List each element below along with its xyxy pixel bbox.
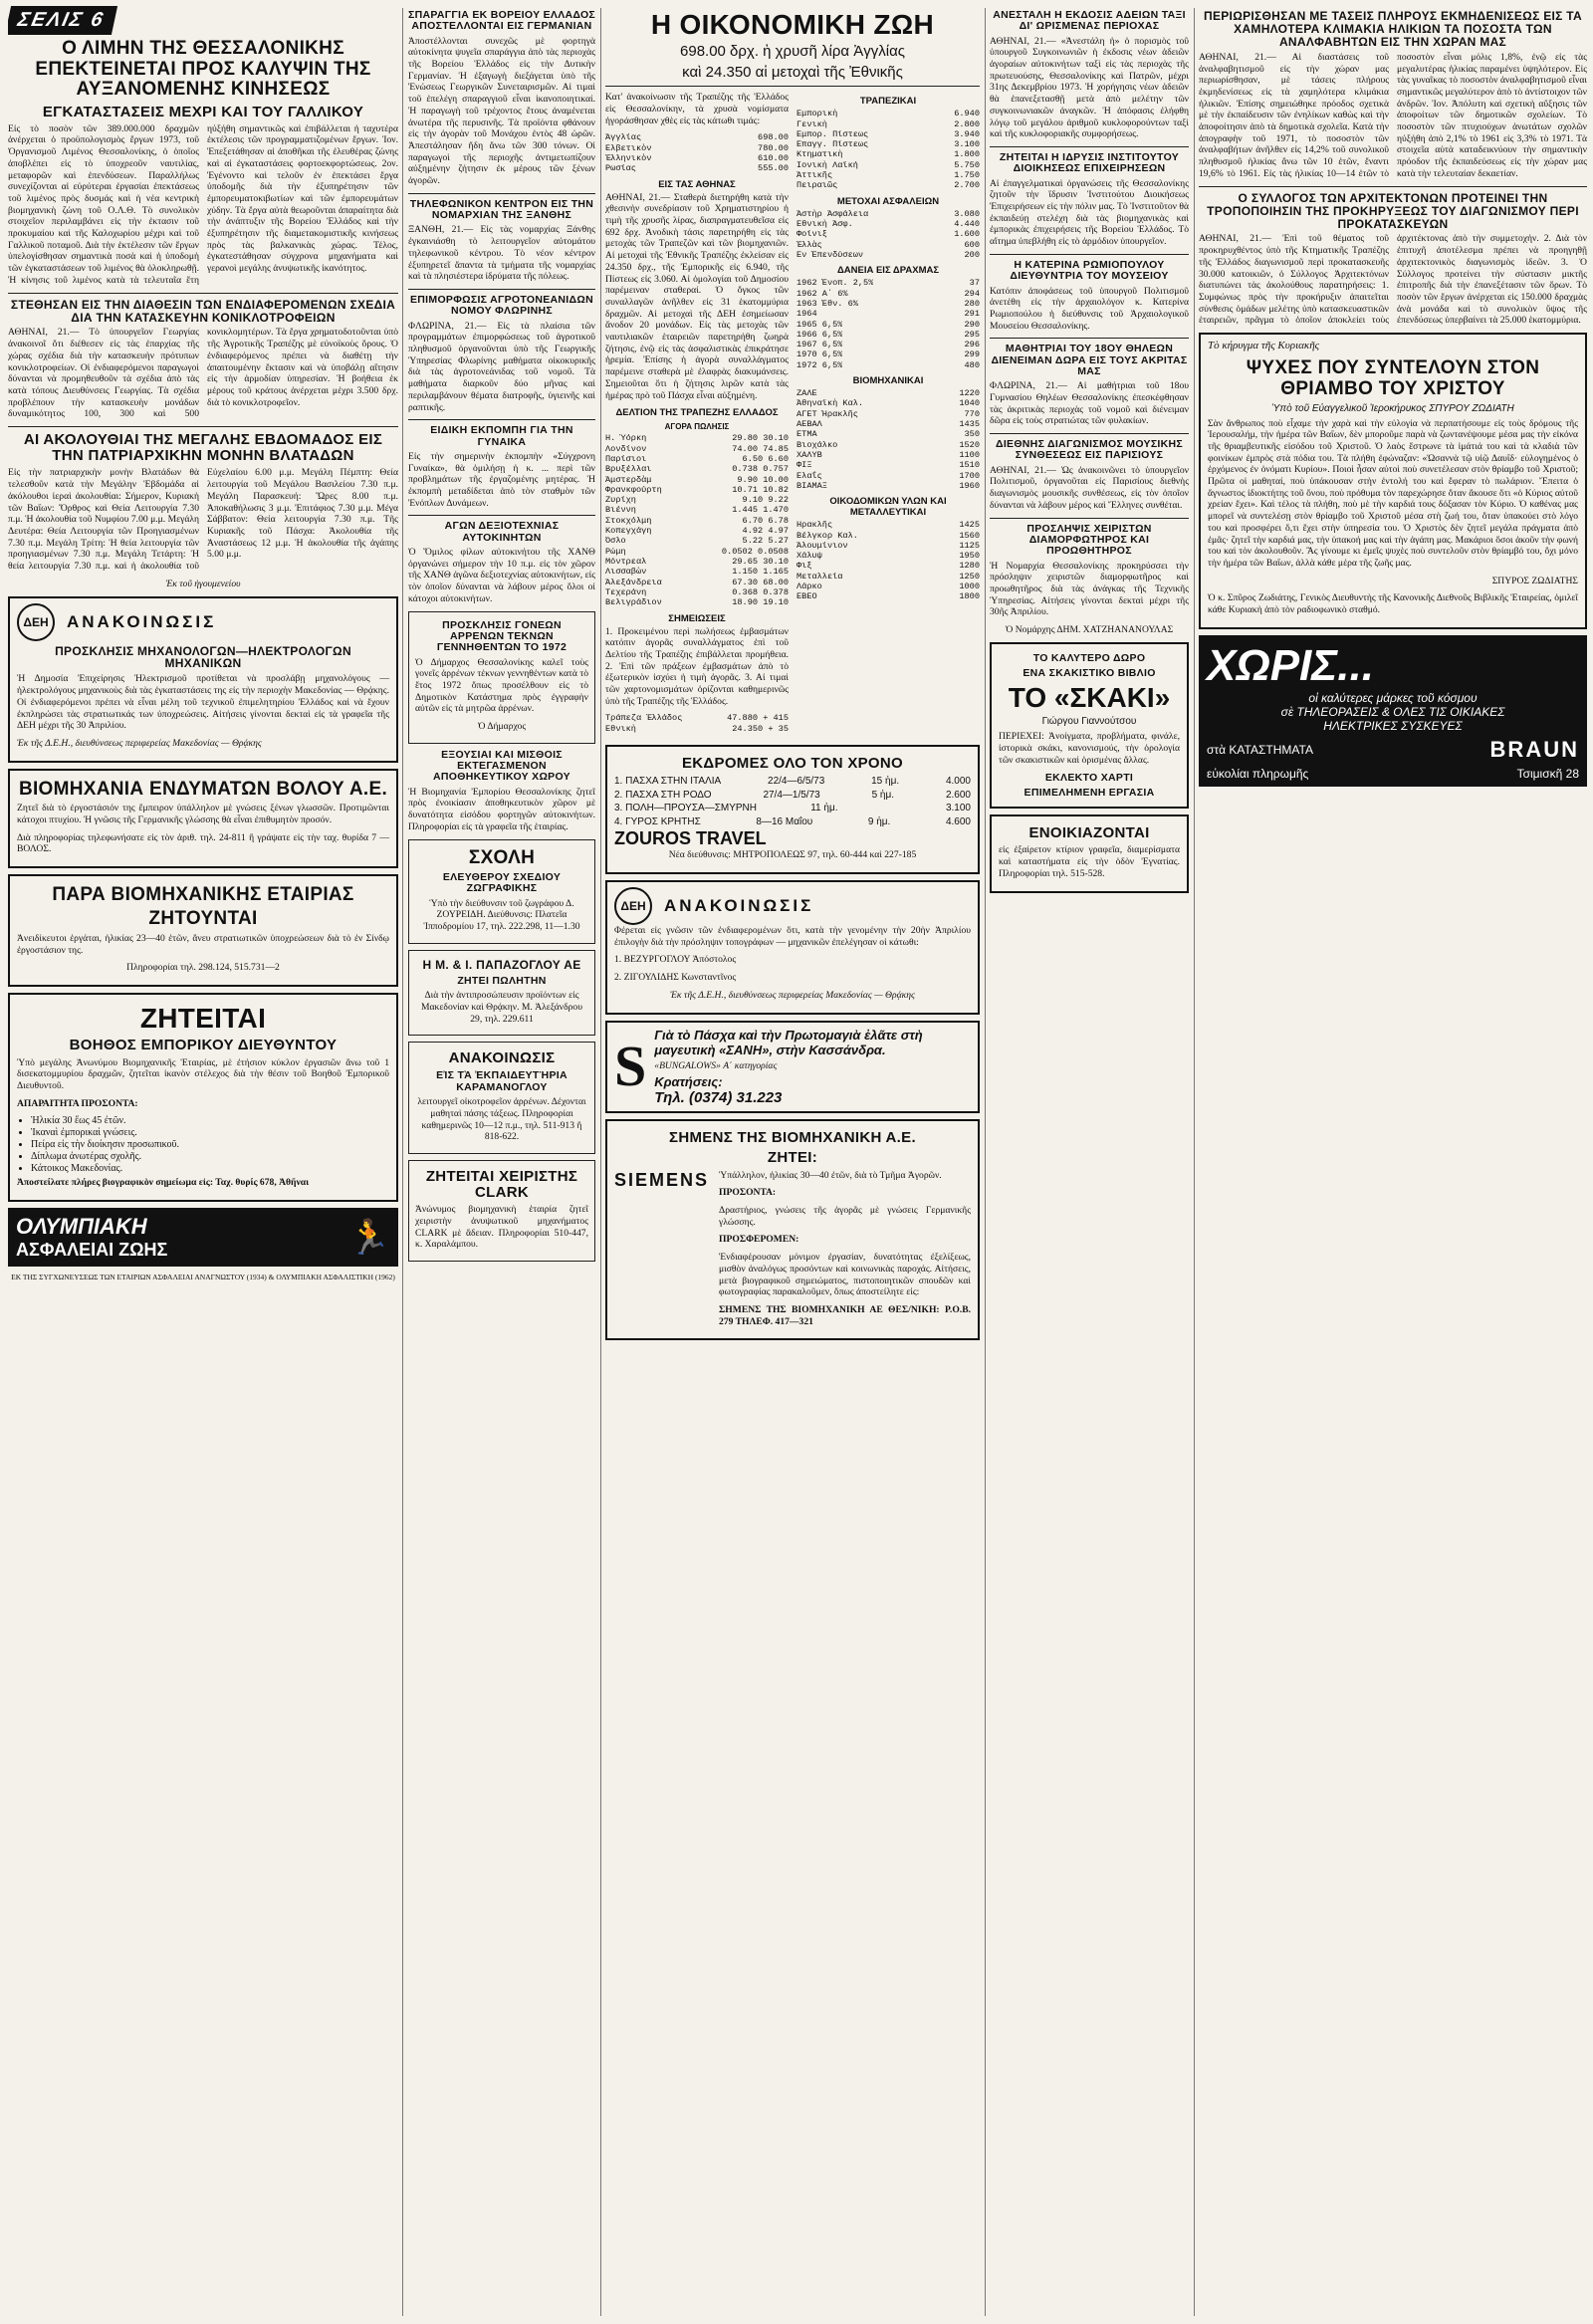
industrial-title: ΠΑΡΑ ΒΙΟΜΗΧΑΝΙΚΗΣ ΕΤΑΙΡΙΑΣ <box>52 883 354 905</box>
assistant-title: ΖΗΤΕΙΤΑΙ <box>139 1003 267 1035</box>
divider <box>8 293 398 294</box>
table-row: Παρίσιοι 6.50 6.60 <box>605 453 789 464</box>
table-row: Ἐλβετικὸν 780.00 <box>605 142 789 153</box>
siemens-logo: SIEMENS <box>614 1169 710 1190</box>
port-article: Εἰς τὸ ποσὸν τῶν 389.000.000 δραχμῶν ἀνέρχεται ὁ προϋπολογισμὸς ἔργων 1973, τοῦ Ὀργανισμοῦ Λιμένος Θεσσαλονίκης, ὁ ὁποῖος ἀποβλέπει εἰς τὸ ὑποχρεοῦν ναυτιλίας, μεταφορῶν καὶ ἐπενδύσεων. Παραλλήλως συνεχίζονται αἱ εὐρύτεραι ἐργασίαι ἐπεκτάσεως τοῦ λιμένος πρὸς δυσμάς καὶ ἡ νέα κεντρικὴ βιομηχανικὴ ζώνη τοῦ Ο.Λ.Θ. Τὸ συνολικὸν στοιχεῖον περιλαμβάνει εἰς τὴν ἐκτασιν τοῦ προκυμαίου καὶ τῆς Καλοχωρίου μέχρι καὶ τοῦ Γαλλικοῦ ποταμοῦ. Διὰ τὴν ἐκτέλεσιν τῶν ἔργων ὑπελογίσθησαν σημαντικὰ ποσὰ καὶ ἡ ὑποδομὴ τῶν ἐγκαταστάσεων τοῦ λιμένος θὰ ὁλοκληρωθῇ. Ἡ κίνησις τοῦ λιμένος κατὰ τὰ τελευταῖα ἔτη ηὐξήθη σημαντικῶς καὶ ἐπιβάλλεται ἡ ταχυτέρα ἐκτέλεσις τῶν προγραμματιζομένων ἔργων. Ἰον. Ἐπεξετάθησαν αἱ ἀποθῆκαι τῆς ἐλευθέρας ζώνης καὶ αἱ ἐγκαταστάσεις φορτοεκφορτώσεως. 2ον. Ἐγένοντο καὶ τελοῦν ἐν ἐπεκτάσει ἔργα ὑποδομῆς διὰ τὴν ἐξυπηρέτησιν τῶν ἐμπορευματοκιβωτίων καὶ τῶν ἐμπορευμάτων χύδην. Τὰ ἔργα αὐτὰ θεωροῦνται ἀπαραίτητα διὰ τὴν ἀνάπτυξιν τῆς Βορείου Ἑλλάδος καὶ τὴν ἐξυπηρέτησιν τῆς διαμετακομιστικῆς κινήσεως πρὸς τὰς βαλκανικὰς χώρας. Τέλος, ἐγκατεστάθησαν σύγχρονα μηχανήματα καὶ γερανοὶ μεγάλης ἀνυψωτικῆς ἱκανότητος. <box>8 122 398 286</box>
karamanoglou-ad <box>408 1042 595 1154</box>
siemens-sub: ΖΗΤΕΙ: <box>767 1149 818 1167</box>
skaki-author: Γιώργου Γιαννούτσου <box>1041 716 1137 728</box>
column-rule <box>1194 8 1195 2316</box>
phone-centre-title: ΤΗΛΕΦΩΝΙΚΟΝ ΚΕΝΤΡΟΝ ΕΙΣ ΤΗΝ ΝΟΜΑΡΧΙΑΝ ΤΗΣ ΞΑΝΘΗΣ <box>409 197 594 222</box>
car-contest-article: Ὁ Ὅμιλος φίλων αὐτοκινήτου τῆς ΧΑΝΘ ὀργανώνει σήμερον τὴν 10 π.μ. εἰς τὸν χῶρον τῆς ΧΑΝΘ ἀγῶνα δεξιοτεχνίας αὐτοκινήτων, εἰς τὸν ὁποῖον δύνανται νὰ λάβουν μέρος ὅλοι οἱ κάτοχοι αὐτοκινήτων. <box>408 547 595 604</box>
table-row: Ἀλουμίνιον 1125 <box>796 540 980 551</box>
deh2-name-2: 2. ΖΙΓΟΥΛΙΔΗΣ Κωνσταντῖνος <box>614 972 737 984</box>
gold-table <box>605 132 789 173</box>
sermon-head: Τὸ κήρυγμα τῆς Κυριακῆς <box>1208 340 1320 352</box>
rent-ad <box>990 814 1189 892</box>
easter-services-article: Εἰς τὴν πατριαρχικὴν μονὴν Βλατάδων θὰ τελεσθοῦν κατὰ τὴν Μεγάλην Ἑβδομάδα αἱ ἀκόλουθοι ἱεραὶ ἀκολουθίαι: Σήμερον, Κυριακὴ τῶν Βαΐων: Ὄρθρος καὶ Θεία Λειτουργία 7.30 π.μ. Ἡ ἀκολουθία τοῦ Νυμφίου 7.00 μ.μ. Μεγάλη Δευτέρα: Θεία Λειτουργία τῶν Προηγιασμένων 7.30 π.μ. Μεγάλη Τρίτη: Ἡ θεία λειτουργία τῶν προηγιασμένων 7.30 π.μ. Μεγάλη Τετάρτη: Ἡ θεία λειτουργία 7.30 π.μ. καὶ ἡ ἀκολουθία τοῦ Εὐχελαίου 6.00 μ.μ. Μεγάλη Πέμπτη: Θεία λειτουργία τοῦ Μεγάλου Βασιλείου 7.30 π.μ. Μεγάλη Παρασκευή: Ὥρες 8.00 π.μ. Ἀποκαθήλωσις 3 μ.μ. Ἐπιτάφιος 7.30 μ.μ. Μέγα Σάββατον: Θεία λειτουργία 7.30 π.μ. Τῆς Κυριακῆς τοῦ Πάσχα: Ἀκολουθία τῆς Ἀναστάσεως 12 μ.μ. Ἡ ἀκολουθία τῆς ἀγάπης 5.00 μ.μ. <box>8 467 398 573</box>
architects-article: ΑΘΗΝΑΙ, 21.— Ἐπὶ τοῦ θέματος τοῦ προκηρυχθέντος ὑπὸ τῆς Κτηματικῆς Τραπέζης τῆς Ἑλλάδος διαγωνισμοῦ περὶ προκατασκευῆς 30.000 κατοικιῶν, ὁ Σύλλογος Ἀρχιτεκτόνων διατυπώνει τὰς ἀκολούθους παρατηρήσεις: 1. Συμφώνως πρὸς τὴν προκήρυξιν ἀπαιτεῖται σύνθεσις ὁμάδων μελέτης ὑπὸ κατασκευαστικῶν ἑταιρειῶν, πρᾶγμα τὸ ὁποῖον ἀποκλείει τοὺς ἀρχιτέκτονας ἀπὸ τὴν συμμετοχήν. 2. Διὰ τὸν ἐπιτυχῆ ἀποτέλεσμα πρέπει νὰ προηγηθῇ ἀρχιτεκτονικὸς διαγωνισμὸς ἰδεῶν. 3. Ὁ Σύλλογος προτείνει τὴν σύστασιν μικτῆς ἐπιτροπῆς διὰ τὴν ἐπανεξέτασιν τῶν ὅρων. Τὸ ποσὸν τῶν ἔργων ἀνέρχεται εἰς 150.000 δραχμὰς ἀνὰ μονάδα καὶ τὸ συνολικὸν ὕψος τῆς ἐπενδύσεως ὑπερβαίνει τὰ 25.000 ἑκατομμύρια. <box>1199 233 1587 327</box>
papazoglou-subtitle: ΖΗΤΕΙ ΠΩΛΗΤΗΝ <box>457 974 547 987</box>
drivers-title: ΠΡΟΣΛΗΨΙΣ ΧΕΙΡΙΣΤΩΝ ΔΙΑΜΟΡΦΩΤΗΡΟΣ ΚΑΙ ΠΡΟΩΘΗΤΗΡΟΣ <box>1026 522 1152 558</box>
list-item: 4. ΓΥΡΟΣ ΚΡΗΤΗΣ 8—16 Μαΐου 9 ἡμ. 4.600 <box>614 815 971 827</box>
table-row: Ρωσίας 555.00 <box>605 163 789 174</box>
sani-phone: Τηλ. (0374) 31.223 <box>654 1089 783 1107</box>
rent-title: ΕΝΟΙΚΙΑΖΟΝΤΑΙ <box>1028 824 1150 842</box>
divider <box>408 515 595 516</box>
horis-foot: εὐκολίαι πληρωμῆς <box>1207 766 1309 781</box>
siemens-req-label: ΠΡΟΣΟΝΤΑ: <box>719 1187 777 1199</box>
asparagus-title: ΣΠΑΡΑΓΓΙΑ ΕΚ ΒΟΡΕΙΟΥ ΕΛΛΑΔΟΣ ΑΠΟΣΤΕΛΛΟΝΤΑΙ ΕΙΣ ΓΕΡΜΑΝΙΑΝ <box>408 9 595 33</box>
economy-left <box>605 92 789 739</box>
industrial-stocks-title: ΒΙΟΜΗΧΑΝΙΚΑΙ <box>852 375 924 387</box>
table-row: Βιέννη 1.445 1.470 <box>605 505 789 516</box>
deh2-body: Φέρεται εἰς γνῶσιν τῶν ἐνδιαφερομένων ὅτι, κατὰ τὴν γενομένην τὴν 20ὴν Ἀπριλίου ἐπιλογὴν διὰ τὴν πρόσληψιν τοπογράφων — μηχανικῶν ἐπελέγησαν οἱ κάτωθι: <box>614 925 971 948</box>
industrial-body: Ἀνειδίκευτοι ἐργάται, ἡλικίας 23—40 ἐτῶν, ἄνευ στρατιωτικῶν ὑποχρεώσεων διὰ τὸ ἐν Σίνδῳ ἐργοστάσιον της. <box>17 933 389 956</box>
divider <box>8 426 398 427</box>
parents-notice <box>408 611 595 744</box>
music-article: ΑΘΗΝΑΙ, 21.— Ὡς ἀνακοινῶνει τὸ ὑπουργεῖον Πολιτισμοῦ, ὀργανοῦται εἰς Παρισίους διεθνὴς διαγωνισμὸς μουσικῆς συνθέσεως, εἰς τὸν ὁποῖον δύνανται νὰ λάβουν μέρος καὶ Ἕλληνες συνθέται. <box>990 464 1189 511</box>
table-row: Βρυξέλλαι 0.738 0.757 <box>605 464 789 475</box>
deh-logo-icon: ΔΕΗ <box>614 887 652 925</box>
table-row: Ἑλλὰς 600 <box>796 239 980 250</box>
parents-sign: Ὁ Δήμαρχος <box>477 721 527 733</box>
skaki-title: ΤΟ «ΣΚΑΚΙ» <box>1008 682 1171 714</box>
divider <box>408 289 595 290</box>
column-2 <box>408 6 595 2318</box>
table-row: 1966 6,5% 295 <box>796 329 980 340</box>
easter-services-title: ΑΙ ΑΚΟΛΟΥΘΙΑΙ ΤΗΣ ΜΕΓΑΛΗΣ ΕΒΔΟΜΑΔΟΣ ΕΙΣ ΤΗΝ ΠΑΤΡΙΑΡΧΙΚΗΝ ΜΟΝΗΝ ΒΛΑΤΑΔΩΝ <box>23 431 383 465</box>
industrial-phone: Πληροφορίαι τηλ. 298.124, 515.731—2 <box>126 962 280 974</box>
assistant-footer: Ἀποστείλατε πλήρες βιογραφικὸν σημείωμα εἰς: Ταχ. θυρίς 678, Ἀθῆναι <box>17 1177 310 1189</box>
skaki-line1: ΤΟ ΚΑΛΥΤΕΡΟ ΔΩΡΟ <box>1032 651 1146 664</box>
volos-ad <box>8 769 398 868</box>
parents-body: Ὁ Δήμαρχος Θεσσαλονίκης καλεῖ τοὺς γονεῖς ἀρρένων τέκνων γεννηθέντων κατὰ τὸ ἔτος 1972 ὅπως προσέλθουν εἰς τὸ Δημοτικὸν Κατάστημα πρὸς ἐγγραφὴν αὐτῶν εἰς τὰ μητρῶα ἀρρένων. <box>415 656 588 715</box>
horis-address: Τσιμισκῆ 28 <box>1516 766 1579 781</box>
athens-title: ΕΙΣ ΤΑΣ ΑΘΗΝΑΣ <box>658 178 736 190</box>
divider <box>990 518 1189 519</box>
table-row: Η. Ὑόρκη 29.80 30.10 <box>605 433 789 444</box>
table-row: Ἐμπορ. Πίστεως 3.940 <box>796 128 980 139</box>
art-school-ad <box>408 839 595 944</box>
table-row: Ρώμη 0.0502 0.0508 <box>605 546 789 557</box>
list-item: • Κάτοικος Μακεδονίας. <box>31 1163 389 1174</box>
easter-services-sign: Ἐκ τοῦ ἡγουμενείου <box>165 578 241 589</box>
karamanoglou-subtitle: ΕἸΣ ΤᾺ ἘΚΠΑΙΔΕΥΤΉΡΙΑ ΚΑΡΑΜΑΝΟΓΛΟΥ <box>436 1069 568 1093</box>
phone-centre-article: ΞΑΝΘΗ, 21.— Εἰς τὰς νομαρχίας Ξάνθης ἐγκαινιάσθη τὸ λειτουργεῖον αὐτομάτου τηλεφωνικοῦ κέντρου. Τὸ νέον κέντρον ἐξυπηρετεῖ ἅπαντα τὰ τμήματα τῆς νομαρχίας καὶ τὰ πλησιέστερα ἰδρύματα τῆς πόλεως. <box>408 224 595 283</box>
trips-list <box>614 775 971 828</box>
table-row: Ἡρακλῆς 1425 <box>796 520 980 531</box>
divider <box>990 254 1189 255</box>
music-title: ΔΙΕΘΝΗΣ ΔΙΑΓΩΝΙΣΜΟΣ ΜΟΥΣΙΚΗΣ ΣΥΝΘΕΣΕΩΣ ΕΙΣ ΠΑΡΙΣΙΟΥΣ <box>995 438 1184 462</box>
siemens-title: ΣΗΜΕΝΣ ΤΗΣ ΒΙΟΜΗΧΑΝΙΚΗ Α.Ε. <box>669 1129 916 1147</box>
industrial-stocks-table <box>796 388 980 491</box>
sani-ad <box>605 1021 980 1114</box>
rabbit-title: ΣΤΕΘΗΣΑΝ ΕΙΣ ΤΗΝ ΔΙΑΘΕΣΙΝ ΤΩΝ ΕΝΔΙΑΦΕΡΟΜΕΝΩΝ ΣΧΕΔΙΑ ΔΙΑ ΤΗΝ ΚΑΤΑΣΚΕΥΗΝ ΚΟΝΙΚΛΟΤΡΟΦΕΙΩΝ <box>10 297 396 325</box>
deh-body: Ἡ Δημοσία Ἐπιχείρησις Ἠλεκτρισμοῦ προτίθεται νὰ προσλάβῃ μηχανολόγους — ἠλεκτρολόγους μηχανικοὺς διὰ τὰς ἐγκαταστάσεις της εἰς τὴν περιοχὴν Μακεδονίας — Θρᾴκης. Οἱ ἐνδιαφερόμενοι πρέπει νὰ εἶναι μέλη τοῦ τεχνικοῦ ἐπιμελητηρίου Ἑλλάδος καὶ νὰ ἔχουν ἐκπληρώσει τὰς στρατιωτικάς των ὑποχρεώσεις. Αἰτήσεις γίνονται δεκταὶ εἰς τὰ γραφεῖα τῆς ΔΕΗ μέχρι τῆς 30 Ἀπριλίου. <box>17 673 389 732</box>
olympic-insurance-ad <box>8 1208 398 1267</box>
table-row: ΖΑΛΕ 1220 <box>796 388 980 399</box>
rabbit-article: ΑΘΗΝΑΙ, 21.— Τὸ ὑπουργεῖον Γεωργίας ἀνακοινοῖ ὅτι διέθεσεν εἰς τὰς ἐπαρχίας τῆς χώρας σχέδια διὰ τὴν κατασκευὴν πρότυπων κονικλοτροφείων. Οἱ ἐνδιαφερόμενοι παραγωγοὶ δύνανται νὰ προμηθευθοῦν τὰ σχέδια ἀπὸ τὰς κατὰ τόπους Διευθύνσεις Γεωργίας. Τὰ σχέδια προβλέπουν τὴν κατασκευὴν μονάδων δυναμικότητος 100, 300 καὶ 500 κονικλομητέρων. Τὰ ἔργα χρηματοδοτοῦνται ὑπὸ τῆς Ἀγροτικῆς Τραπέζης μὲ εὐνοϊκοὺς ὅρους. Ὁ ἐνδιαφερόμενος πρέπει νὰ διαθέτῃ τὴν ἀπαιτουμένην ἔκτασιν καὶ νὰ ὑποβάλῃ αἴτησιν εἰς τὴν ἁρμοδίαν ὑπηρεσίαν. Ἡ βοήθεια ἐκ μέρους τοῦ κράτους ἀνέρχεται μέχρι 3.500 δρχ. διὰ τὸ κονικλοτροφεῖον. <box>8 327 398 420</box>
assistant-subtitle: ΒΟΗΘΟΣ ΕΜΠΟΡΙΚΟΥ ΔΙΕΥΘΥΝΤΟΥ <box>69 1037 338 1054</box>
table-row: Ὄσλο 5.22 5.27 <box>605 536 789 547</box>
divider <box>1199 186 1587 187</box>
table-row: Τεχεράνη 0.368 0.378 <box>605 586 789 597</box>
table-row: Ἀττικῆς 1.750 <box>796 170 980 181</box>
bank-stocks-title: ΤΡΑΠΕΖΙΚΑΙ <box>859 96 917 108</box>
table-row: Ἐν Ἐπενδύσεων 200 <box>796 249 980 260</box>
list-item: • Δίπλωμα ἀνωτέρας σχολῆς. <box>31 1151 389 1162</box>
table-row: Φιξ 1280 <box>796 561 980 572</box>
table-row: Στοκχόλμη 6.70 6.78 <box>605 515 789 526</box>
assistant-reqs <box>17 1115 389 1174</box>
siemens-offer-label: ΠΡΟΣΦΕΡΟΜΕΝ: <box>719 1234 799 1246</box>
papazoglou-title: Η Μ. & Ι. ΠΑΠΑΖΟΓΛΟΥ ΑΕ <box>422 957 581 972</box>
table-row: 1962 Ἐνοπ. 2,5% 37 <box>796 278 980 289</box>
building-stocks-title: ΟΙΚΟΔΟΜΙΚΩΝ ΥΛΩΝ ΚΑΙ ΜΕΤΑΛΛΕΥΤΙΚΑΙ <box>829 496 947 519</box>
table-row: Βέλγκορ Καλ. 1560 <box>796 530 980 541</box>
table-row: Μεταλλεία 1250 <box>796 571 980 581</box>
column-rule <box>402 8 403 2316</box>
assistant-ad <box>8 993 398 1202</box>
students-gifts-article: ΦΛΩΡΙΝΑ, 21.— Αἱ μαθήτριαι τοῦ 18ου Γυμνασίου Θηλέων Θεσσαλονίκης ἐπεσκέφθησαν τὰς ἀκριτικὰς περιοχὰς τοῦ νομοῦ καὶ διένειμαν δῶρα εἰς τοὺς στρατιώτας τῶν φυλακίων. <box>990 380 1189 427</box>
karamanoglou-body: λειτουργεῖ οἰκοτροφεῖον ἀρρένων. Δέχονται μαθηταὶ πάσης τάξεως. Πληροφορίαι καθημερινῶς 10—12 π.μ., τηλ. 511-913 ἢ 818-622. <box>417 1096 586 1143</box>
museum-title: Η ΚΑΤΕΡΙΝΑ ΡΩΜΙΟΠΟΥΛΟΥ ΔΙΕΥΘΥΝΤΡΙΑ ΤΟΥ ΜΟΥΣΕΙΟΥ <box>1010 258 1169 283</box>
table-row: Ἐλαΐς 1700 <box>796 470 980 481</box>
rates-table <box>605 433 789 607</box>
list-item: • Ἡλικία 30 ἕως 45 ἐτῶν. <box>31 1115 389 1126</box>
column-4 <box>990 6 1189 2318</box>
divider <box>990 146 1189 147</box>
assistant-req-label: ΑΠΑΡΑΙΤΗΤΑ ΠΡΟΣΟΝΤΑ: <box>17 1097 138 1109</box>
clark-ad <box>408 1160 595 1262</box>
table-row: ΕΤΜΑ 350 <box>796 429 980 440</box>
volos-body: Ζητεῖ διὰ τὸ ἐργοστάσιόν της ἔμπειρον ὑπάλληλον μὲ γνώσεις ξένων γλωσσῶν. Προτιμῶνται κάτοχοι πτυχίου. Ἡ γνῶσις τῆς Γερμανικῆς γλώσσης θὰ εἶναι ἐπιθυμητὸν προσόν. <box>17 803 389 825</box>
table-row: Ἐθνικὴ 24.350 + 35 <box>605 723 789 734</box>
table-row: Ἐμπορικὴ 6.940 <box>796 109 980 119</box>
horis-ad <box>1199 635 1587 787</box>
assistant-body: Ὑπὸ μεγάλης Ἀνωνύμου Βιομηχανικῆς Ἑταιρίας, μὲ ἐτήσιον κύκλον ἐργασιῶν ἄνω τοῦ 1 δισεκατομμυρίου δραχμῶν, ζητεῖται ἱκανὸν στέλεχος διὰ τὴν θέσιν τοῦ Βοηθοῦ Ἐμπορικοῦ Διευθυντοῦ. <box>17 1056 389 1091</box>
table-row: Μόντρεαλ 29.65 30.10 <box>605 557 789 567</box>
storage-title: ΕΞΟΥΣΙΑΙ ΚΑΙ ΜΙΣΘΟΙΣ ΕΚΤΕΓΑΣΜΕΝΟΝ ΑΠΟΘΗΚΕΥΤΙΚΟΥ ΧΩΡΟΥ <box>433 748 570 784</box>
taxi-article: ΑΘΗΝΑΙ, 21.— «Ἀνεστάλη ἡ» ὁ πορισμὸς τοῦ ὑπουργοῦ Συγκοινωνιῶν ἡ ἐκδοσις νέων ἀδειῶν ἀγοραίων αὐτοκινήτων ταξὶ εἰς τὰς περιοχὰς τῆς πρωτευούσης, Θεσσαλονίκης καὶ Πατρῶν, μέχρι 31ης Δεκεμβρίου 1973. Ἡ χορήγησις νέων ἀδειῶν θὰ ἐπανεξετασθῇ μετὰ ἀπὸ μελέτην τῶν συγκοινωνιακῶν ἀναγκῶν. Ἡ ἀπόφασις ἐλήφθη λόγῳ τοῦ μεγάλου ἀριθμοῦ κυκλοφορούντων ταξὶ καὶ τῆς κυκλοφοριακῆς συμφορήσεως. <box>990 35 1189 140</box>
deh-announcement-title: ΑΝΑΚΟΙΝΩΣΙΣ <box>67 611 217 631</box>
table-row: Ζυρίχη 9.10 9.22 <box>605 495 789 506</box>
horis-line2: σὲ ΤΗΛΕΟΡΑΣΕΙΣ & ΟΛΕΣ ΤΙΣ ΟΙΚΙΑΚΕΣ <box>1280 704 1505 719</box>
banknotes-table <box>605 713 789 734</box>
chess-book-ad <box>990 642 1189 809</box>
table-row: 1972 6,5% 480 <box>796 359 980 370</box>
deh2-name-1: 1. ΒΕΖΥΡΓΟΓΛΟΥ Ἀπόστολος <box>614 954 737 966</box>
table-row: 1962 Α΄ 6% 294 <box>796 288 980 299</box>
rent-body: εἰς ἐξαίρετον κτίριον γραφεῖα, διαμερίσματα καὶ καταστήματα εἰς τὴν ὁδὸν Ἐγνατίας. Πληροφορίαι τηλ. 515-528. <box>999 844 1180 879</box>
taxi-title: ΑΝΕΣΤΑΛΗ Η ΕΚΔΟΣΙΣ ΑΔΕΙΩΝ ΤΑΞΙ ΔΙ' ΩΡΙΣΜΕΝΑΣ ΠΕΡΙΟΧΑΣ <box>993 9 1186 33</box>
notes-body: 1. Προκειμένου περὶ πωλήσεως ἐμβασμάτων κατόπιν ἀγορᾶς συναλλάγματος ἐπὶ τοῦ Δελτίου τῆς Τραπέζης ἐπιβάλλεται προμήθεια. 2. Ἐπὶ τῶν πράξεων ἐμβασμάτων ἀπὸ τὸ ἐξωτερικὸν ἰσχύει ἡ τιμὴ ἀγορᾶς. 3. Αἱ τιμαὶ τῶν χαρτονομισμάτων ὁρίζονται καθημερινῶς ὑπὸ τῆς Τραπέζης τῆς Ἑλλάδος. <box>605 625 789 707</box>
list-item: 1. ΠΑΣΧΑ ΣΤΗΝ ΙΤΑΛΙΑ 22/4—6/5/73 15 ἡμ. 4.000 <box>614 776 971 788</box>
column-rule <box>985 8 986 2316</box>
zouros-address: Νέα διεύθυνσις: ΜΗΤΡΟΠΟΛΕΩΣ 97, τηλ. 60-444 καὶ 227-185 <box>668 849 917 861</box>
olympic-line2: ΑΣΦΑΛΕΙΑΙ ΖΩΗΣ <box>16 1240 168 1261</box>
table-row: ΒΙΑΜΑΞ 1960 <box>796 480 980 491</box>
divider <box>605 86 980 87</box>
rates-title: ΔΕΛΤΙΟΝ ΤΗΣ ΤΡΑΠΕΖΗΣ ΕΛΛΑΔΟΣ <box>615 407 779 419</box>
industrial-wanted: ΖΗΤΟΥΝΤΑΙ <box>148 908 258 930</box>
deh-sign: Ἐκ τῆς Δ.Ε.Η., διευθύνσεως περιφερείας Μακεδονίας — Θρᾴκης <box>17 737 262 749</box>
skaki-body: ΠΕΡΙΕΧΕΙ: Ἀνοίγματα, προβλήματα, φινάλε, ἱστορικὰ σκάκι, κανονισμούς, τὴν ὁρολογία τῶν σκακιστικῶν καὶ ὁρισμένας ἄλλας. <box>999 731 1180 766</box>
list-item: 2. ΠΑΣΧΑ ΣΤΗ ΡΟΔΟ 27/4—1/5/73 5 ἡμ. 2.600 <box>614 789 971 801</box>
woman-show-title: ΕΙΔΙΚΗ ΕΚΠΟΜΠΗ ΓΙΑ ΤΗΝ ΓΥΝΑΙΚΑ <box>430 424 573 448</box>
woman-show-article: Εἰς τὴν σημερινὴν ἐκπομπὴν «Σύγχρονη Γυναίκα», θὰ ὁμιλήσῃ ἡ κ. ... περὶ τῶν προβλημάτων τῆς ἐργαζομένης μητέρας. Ἡ ἐκπομπὴ μεταδίδεται ἀπὸ τὸν σταθμὸν τῶν Ἐνόπλων Δυνάμεων. <box>408 450 595 509</box>
table-row: Λονδίνον 74.00 74.85 <box>605 443 789 454</box>
notes-title: ΣΗΜΕΙΩΣΕΙΣ <box>668 612 726 624</box>
horis-line3: ΗΛΕΚΤΡΙΚΕΣ ΣΥΣΚΕΥΕΣ <box>1323 718 1463 733</box>
deh-heading: ΠΡΟΣΚΛΗΣΙΣ ΜΗΧΑΝΟΛΟΓΩΝ—ΗΛΕΚΤΡΟΛΟΓΩΝ ΜΗΧΑΝΙΚΩΝ <box>55 643 351 671</box>
table-row: Ἀθηναϊκὴ Καλ. 1040 <box>796 398 980 409</box>
page-logo: ΣΕΛΙΣ 6 <box>8 6 117 35</box>
table-row: ΕΒΕΟ 1800 <box>796 591 980 602</box>
sermon-title: ΨΥΧΕΣ ΠΟΥ ΣΥΝΤΕΛΟΥΝ ΣΤΟΝ ΘΡΙΑΜΒΟ ΤΟΥ ΧΡΙΣΤΟΥ <box>1246 357 1540 399</box>
divider <box>990 433 1189 434</box>
port-subtitle: ΕΓΚΑΤΑΣΤΑΣΕΙΣ ΜΕΧΡΙ ΚΑΙ ΤΟΥ ΓΑΛΛΙΚΟΥ <box>42 103 364 120</box>
olympic-line1: ΟΛΥΜΠΙΑΚΗ <box>16 1214 147 1240</box>
papazoglou-body: Διὰ τὴν ἀντιπροσώπευσιν προϊόντων εἰς Μακεδονίαν καὶ Θρᾴκην. Μ. Ἀλεξάνδρου 29, τηλ. 229.611 <box>421 990 582 1025</box>
divider <box>990 338 1189 339</box>
volos-title: ΒΙΟΜΗΧΑΝΙΑ ΕΝΔΥΜΑΤΩΝ ΒΟΛΟΥ Α.Ε. <box>18 778 388 800</box>
sani-logo-icon: S <box>614 1034 647 1099</box>
bank-stocks-table <box>796 109 980 191</box>
list-item: • Ἱκαναὶ ἐμπορικαὶ γνώσεις. <box>31 1127 389 1138</box>
skaki-line2: ΕΝΑ ΣΚΑΚΙΣΤΙΚΟ ΒΙΒΛΙΟ <box>1023 667 1156 680</box>
volos-contact: Διὰ πληροφορίας τηλεφωνήσατε εἰς τὸν ἀριθ. τηλ. 24-811 ἢ γράψατε εἰς τὴν ταχ. θυρίδα 7 — ΒΟΛΟΣ. <box>17 831 389 855</box>
economy-right <box>796 92 980 739</box>
horis-line4: στὰ ΚΑΤΑΣΤΗΜΑΤΑ <box>1207 742 1313 757</box>
divider <box>408 193 595 194</box>
table-row: Κτηματικὴ 1.800 <box>796 149 980 160</box>
table-row: ΑΕΒΑΛ 1435 <box>796 419 980 430</box>
sermon-note: Ὁ κ. Σπῦρος Ζωδιάτης, Γενικὸς Διευθυντὴς τῆς Κανονικῆς Διεθνοῦς Βιβλικῆς Ἑταιρείας, ὁμιλεῖ κάθε Κυριακὴ ἀπὸ τὸν ραδιοφωνικὸ σταθμό. <box>1208 592 1578 616</box>
clark-body: Ἀνώνυμος βιομηχανικὴ ἑταιρία ζητεῖ χειριστὴν ἀνυψωτικοῦ μηχανήματος CLARK μὲ ἄδειαν. Πληροφορίαι 510-447, κ. Χαραλάμπου. <box>415 1204 588 1251</box>
list-item: 3. ΠΟΛΗ—ΠΡΟΥΣΑ—ΣΜΥΡΝΗ 11 ἡμ. 3.100 <box>614 803 971 814</box>
zouros-brand: ZOUROS TRAVEL <box>614 828 767 849</box>
economy-title: Η ΟΙΚΟΝΟΜΙΚΗ ΖΩΗ <box>650 9 935 40</box>
subsidies-article: ΦΛΩΡΙΝΑ, 21.— Εἰς τὰ πλαίσια τῶν προγραμμάτων ἐπιμορφώσεως τοῦ ἀγροτικοῦ πληθυσμοῦ ὀργανοῦνται ὑπὸ τῆς Γεωργικῆς Ὑπηρεσίας Φλωρίνης μαθήματα οἰκοκυρικῆς διὰ τὰς ἀγροτονεάνιδας τοῦ νομοῦ. Τὰ μαθήματα διαρκοῦν δύο μῆνας καὶ περιλαμβάνουν θέματα διατροφῆς, ὑγιεινῆς καὶ ραπτικῆς. <box>408 320 595 413</box>
athens-article: ΑΘΗΝΑΙ, 21.— Σταθερὰ διετηρήθη κατὰ τὴν χθεσινὴν συνεδρίασιν τοῦ Χρηματιστηρίου ἡ τιμὴ τῆς χρυσῆς λίρας, διαπραγματευθεῖσα εἰς 692 δρχ. Ἀνοδικὴ τάσις παρετηρήθη εἰς τὰς μετοχὰς τῶν Τραπεζῶν καὶ τῶν βιομηχανιῶν. Αἱ μετοχαὶ τῆς Ἐθνικῆς Τραπέζης ἐκλείσαν εἰς 24.350 δρχ., τῆς Ἐμπορικῆς εἰς 6.940, τῆς Πίστεως εἰς 3.060. Αἱ ὁμολογίαι τοῦ Δημοσίου παρέμειναν σταθεραί. Ὁ ὄγκος τῶν συναλλαγῶν ἀνῆλθεν εἰς 31 ἑκατομμύρια δραχμῶν. Αἱ μετοχαὶ τῆς ΔΕΗ ἐσημείωσαν ἄνοδον 20 μονάδων. Εἰς τὰς μετοχὰς τῶν ναυτιλιακῶν ἑταιρειῶν παρετηρήθη ζωηρὰ ζήτησις, ἐνῷ εἰς τὰς ἀσφαλιστικὰς ἐπικράτησε ἠρεμία. Ἐπίσης ἡ ἀγορὰ συναλλάγματος παρέμεινε σταθερὰ μὲ ἐλαφρὰς διακυμάνσεις. Σημειοῦται ὅτι ἡ ζήτησις λιρῶν κατὰ τὰς ἡμέρας πρὸ τοῦ Πάσχα εἶναι αὐξημένη. <box>605 191 789 401</box>
storage-article: Ἡ Βιομηχανία Ἐμπορίου Θεσσαλονίκης ζητεῖ πρὸς ἐνοικίασιν ἀποθηκευτικὸν χῶρον μὲ δυνατότητα εἰσόδου φορτηγῶν αὐτοκινήτων. Πληροφορίαι εἰς τὰ γραφεῖα τῆς ἑταιρίας. <box>408 786 595 832</box>
table-row: 1963 Ἐθν. 6% 280 <box>796 298 980 309</box>
literacy-title: ΠΕΡΙΩΡΙΣΘΗΣΑΝ ΜΕ ΤΑΣΕΙΣ ΠΛΗΡΟΥΣ ΕΚΜΗΔΕΝΙΣΕΩΣ ΕΙΣ ΤΑ ΧΑΜΗΛΟΤΕΡΑ ΚΛΙΜΑΚΙΑ ΗΛΙΚΙΩΝ ΤΑ ΠΟΣΟΣΤΑ ΤΩΝ ΑΝΑΛΦΑΒΗΤΩΝ ΕΙΣ ΤΗΝ ΧΩΡΑΝ ΜΑΣ <box>1203 9 1583 49</box>
table-row: 1965 6,5% 290 <box>796 319 980 330</box>
sermon-author: Ὑπὸ τοῦ Εὐαγγελικοῦ Ἱεροκήρυκος ΣΠΥΡΟΥ ΖΩΔΙΑΤΗ <box>1271 402 1514 414</box>
table-row: Πειραιῶς 2.700 <box>796 180 980 191</box>
deh2-sign: Ἐκ τῆς Δ.Ε.Η., διευθύνσεως περιφερείας Μακεδονίας — Θρᾴκης <box>670 989 915 1001</box>
deh-logo-icon: ΔΕΗ <box>17 603 55 641</box>
gold-intro: Κατ' ἀνακοίνωσιν τῆς Τραπέζης τῆς Ἑλλάδος εἰς Θεσσαλονίκην, τὰ χρυσὰ νομίσματα ἠγοράσθησαν χθὲς εἰς τὰς κάτωθι τιμάς: <box>605 92 789 126</box>
economy-sub1: 698.00 δρχ. ἡ χρυσῆ λίρα Ἀγγλίας <box>680 43 905 61</box>
sermon-sign: ΣΠΥΡΟΣ ΖΩΔΙΑΤΗΣ <box>1491 575 1578 586</box>
car-contest-title: ΑΓΩΝ ΔΕΞΙΟΤΕΧΝΙΑΣ ΑΥΤΟΚΙΝΗΤΩΝ <box>444 520 560 544</box>
siemens-reqs: Δραστήριος, γνώσεις τῆς ἀγορᾶς μὲ γνώσεις Γερμανικῆς γλώσσης. <box>719 1205 971 1228</box>
papazoglou-ad <box>408 950 595 1036</box>
clark-title: ΖΗΤΕΙΤΑΙ ΧΕΙΡΙΣΤΗΣ CLARK <box>425 1167 578 1202</box>
table-row: ΦΙΞ 1510 <box>796 460 980 471</box>
olympic-foot: ΕΚ ΤΗΣ ΣΥΓΧΩΝΕΥΣΕΩΣ ΤΩΝ ΕΤΑΙΡΙΩΝ ΑΣΦΑΛΕΙΑΙ ΑΝΑΓΝΩΣΤΟΥ (1934) & ΟΛΥΜΠΙΑΚΗ ΑΣΦΑΛΙΣΤΙΚΗ (1962) <box>11 1273 395 1282</box>
table-row: Λισσαβὼν 1.150 1.165 <box>605 567 789 578</box>
school-title: ΣΧΟΛΗ <box>468 846 536 868</box>
table-row: Ἰονικὴ Λαϊκή 5.750 <box>796 159 980 170</box>
rates-subtitle: ΑΓΟΡΑ ΠΩΛΗΣΙΣ <box>664 422 730 432</box>
table-row: Ἐπαγγ. Πίστεως 3.100 <box>796 139 980 150</box>
list-item: • Πείρα εἰς τὴν διοίκησιν προσωπικοῦ. <box>31 1139 389 1150</box>
table-row: ΑΓΕΤ Ἡρακλῆς 770 <box>796 408 980 419</box>
sani-line1: Γιὰ τὸ Πάσχα καὶ τὴν Πρωτομαγιὰ ἐλᾶτε στὴ μαγευτικὴ «ΣΑΝΗ», στὴν Κασσάνδρα. <box>654 1027 923 1057</box>
architects-title: Ο ΣΥΛΛΟΓΟΣ ΤΩΝ ΑΡΧΙΤΕΚΤΟΝΩΝ ΠΡΟΤΕΙΝΕΙ ΤΗΝ ΤΡΟΠΟΠΟΙΗΣΙΝ ΤΗΣ ΠΡΟΚΗΡΥΞΕΩΣ ΤΟΥ ΔΙΑΓΩΝΙΣΜΟΥ ΠΕΡΙ ΠΡΟΚΑΤΑΣΚΕΥΩΝ <box>1207 190 1579 231</box>
column-1 <box>8 6 398 2318</box>
table-row: 1964 291 <box>796 309 980 320</box>
table-row: ΧΑΛΥΒ 1100 <box>796 449 980 460</box>
economy-grid <box>605 92 980 739</box>
table-row: Ἀλεξάνδρεια 67.30 68.00 <box>605 577 789 587</box>
zouros-travel-ad <box>605 745 980 874</box>
siemens-body: Ὑπάλληλον, ἡλικίας 30—40 ἐτῶν, διὰ τὸ Τμῆμα Ἀγορῶν. <box>719 1169 942 1181</box>
deh-announcement <box>8 596 398 763</box>
sermon-box <box>1199 333 1587 629</box>
table-row: Φοίνιξ 1.600 <box>796 229 980 240</box>
trips-title: ΕΚΔΡΟΜΕΣ ΟΛΟ ΤΟΝ ΧΡΟΝΟ <box>682 755 903 773</box>
divider <box>408 419 595 420</box>
parents-title: ΠΡΟΣΚΛΗΣΙΣ ΓΟΝΕΩΝ ΑΡΡΕΝΩΝ ΤΕΚΝΩΝ ΓΕΝΝΗΘΕΝΤΩΝ ΤΟ 1972 <box>436 618 568 654</box>
table-row: 1967 6,5% 296 <box>796 340 980 350</box>
bonds-title: ΔΑΝΕΙΑ ΕΙΣ ΔΡΑΧΜΑΣ <box>836 265 940 277</box>
table-row: Χάλυψ 1950 <box>796 551 980 562</box>
drivers-article: Ἡ Νομαρχία Θεσσαλονίκης προκηρύσσει τὴν πρόσληψιν χειριστῶν διαμορφωτῆρος καὶ προωθητῆρος διὰ τὰς ἀνάγκας τῆς Τεχνικῆς Ὑπηρεσίας. Αἰτήσεις γίνονται δεκταὶ μέχρι τῆς 30ῆς Ἀπριλίου. <box>990 560 1189 618</box>
economy-sub2: καὶ 24.350 αἱ μετοχαὶ τῆς Ἐθνικῆς <box>682 64 903 82</box>
table-row: 1970 6,5% 299 <box>796 349 980 360</box>
column-5 <box>1199 6 1587 2318</box>
table-row: Βιοχάλκο 1520 <box>796 439 980 450</box>
skaki-paper: ΕΚΛΕΚΤΟ ΧΑΡΤΙ <box>1044 771 1134 784</box>
horis-line1: οἱ καλύτερες μάρκες τοῦ κόσμου <box>1308 690 1478 705</box>
sermon-body: Σὰν ἄνθρωπος ποὺ εἶχαμε τὴν χαρὰ καὶ τὴν εὐλογία νὰ περπατήσουμε εἰς τοὺς δρόμους τῆς Ἱερουσαλήμ, τὴν ἡμέρα τῶν Βαΐων, δὲν μποροῦμε παρὰ νὰ ζωντανέψουμε μέσα μας τὴν εἰκόνα τῆς θριαμβευτικῆς εἰσόδου τοῦ Χριστοῦ. Ὁ λαὸς ἔστρωνε τὰ ἱμάτιά του καὶ τὰ κλαδιὰ τῶν φοινίκων ἐμπρὸς στὰ πόδια του. Τὰ πλήθη ἐφώναζαν: «Ὡσαννὰ τῷ υἱῷ Δαυΐδ· εὐλογημένος ὁ ἐρχόμενος ἐν ὀνόματι Κυρίου». Ποιοὶ ἦσαν αὐτοὶ ποὺ συνετέλεσαν στὸν θρίαμβο τοῦ Χριστοῦ; Πρῶτα οἱ μαθηταί, ποὺ ὑπάκουσαν στὴν ἐντολή του καὶ ἔφεραν τὸ πωλάριον. Ἔπειτα ὁ ἄγνωστος ἰδιοκτήτης τοῦ ὄνου, ποὺ πρόθυμα τὸν παρεχώρησε ὅταν ἄκουσε ὅτι «ὁ Κύριος αὐτοῦ χρείαν ἔχει». Καὶ τέλος τὰ πλήθη, ποὺ μὲ τὴν καρδιά τους δόξασαν τὸν Κύριο. Ὁ καθένας μας μπορεῖ νὰ συντελέσῃ στὸν θρίαμβο τοῦ Χριστοῦ μέσα στὴ ζωή του, ὅταν ὑπακούει στὸ λόγο του καὶ προσφέρει ὅ,τι ἔχει στὴν ὑπηρεσία του. Ὁ Χριστὸς δὲν ζητεῖ μεγάλα πράγματα ἀπὸ ἐμᾶς· ζητεῖ τὴν καρδιά μας, τὴν ὑπακοή μας καὶ τὴν ἀγάπη μας. Μακάριοι ὅσοι ἀκοῦν τὴν φωνή του καὶ τὸν ἀκολουθοῦν. Ἂς γίνουμε κι ἐμεῖς ψυχὲς ποὺ συντελοῦν στὸν θρίαμβό του, ὄχι μόνο τὴν ἡμέρα τῶν Βαΐων, ἀλλὰ κάθε μέρα τῆς ζωῆς μας. <box>1208 417 1578 569</box>
table-row: Κοπεγχάγη 4.92 4.97 <box>605 526 789 537</box>
school-subtitle: ΕΛΕΥΘΕΡΟΥ ΣΧΕΔΙΟΥ ΖΩΓΡΑΦΙΚΗΣ <box>442 871 562 895</box>
table-row: Τράπεζα Ἑλλάδος 47.880 + 415 <box>605 713 789 724</box>
sani-line2: «BUNGALOWS» Α΄ κατηγορίας <box>654 1059 778 1071</box>
subsidies-title: ΕΠΙΜΟΡΦΩΣΙΣ ΑΓΡΟΤΟΝΕΑΝΙΔΩΝ ΝΟΜΟΥ ΦΛΩΡΙΝΗΣ <box>410 293 593 318</box>
siemens-offer: Ἐνδιαφέρουσαν μόνιμον ἐργασίαν, δυνατότητας ἐξελίξεως, μισθὸν ἀναλόγως προσόντων καὶ κοινωνικὰς παροχάς. Αἰτήσεις, μετὰ βιογραφικοῦ σημειώματος, πιστοποιητικῶν σπουδῶν καὶ φωτογραφίας παρακαλοῦμεν, ὅπως ἀποστείλητε εἰς: <box>719 1252 971 1298</box>
table-row: Ἀγγλίας 698.00 <box>605 132 789 143</box>
museum-article: Κατόπιν ἀποφάσεως τοῦ ὑπουργοῦ Πολιτισμοῦ ἀνετέθη εἰς τὴν ἀρχαιολόγον κ. Κατερίνα Ρωμιοπούλου ἡ διεύθυνσις τοῦ Ἀρχαιολογικοῦ Μουσείου Θεσσαλονίκης. <box>990 285 1189 332</box>
skaki-work: ΕΠΙΜΕΛΗΜΕΝΗ ΕΡΓΑΣΙΑ <box>1024 786 1155 799</box>
deh2-title: ΑΝΑΚΟΙΝΩΣΙΣ <box>664 896 814 915</box>
bonds-table <box>796 278 980 370</box>
school-body: Ὑπὸ τὴν διεύθυνσιν τοῦ ζωγράφου Δ. ΖΟΥΡΕΙΔΗ. Διεύθυνσις: Πλατεῖα Ἱπποδρομίου 17, τηλ. 222.298, 11—1.30 <box>423 897 580 933</box>
insurance-stocks-title: ΜΕΤΟΧΑΙ ΑΣΦΑΛΕΙΩΝ <box>836 195 940 207</box>
karamanoglou-title: ΑΝΑΚΟΙΝΩΣΙΣ <box>448 1049 556 1067</box>
masthead <box>8 6 398 35</box>
table-row: Ἀμστερδὰμ 9.90 10.00 <box>605 474 789 485</box>
siemens-address: ΣΗΜΕΝΣ ΤΗΣ ΒΙΟΜΗΧΑΝΙΚΗ ΑΕ ΘΕΣ/ΝΙΚΗ: Ρ.Ο.Β. 279 ΤΗΛΕΦ. 417—321 <box>719 1303 971 1327</box>
discus-thrower-icon: 🏃 <box>347 1219 390 1257</box>
braun-logo: BRAUN <box>1489 736 1579 762</box>
building-stocks-table <box>796 520 980 602</box>
asparagus-article: Ἀποστέλλονται συνεχῶς μὲ φορτηγὰ αὐτοκίνητα ψυγεῖα σπαράγγια ἀπὸ τὰς περιοχὰς τῆς Βορείου Ἑλλάδος εἰς τὴν Δυτικὴν Γερμανίαν. Ἡ ἐξαγωγὴ διεξάγεται ὑπὸ τῆς Ἑνώσεως Γεωργικῶν Συνεταιρισμῶν. Αἱ τιμαὶ τοῦ ἐπελέγη σπαραγγιοῦ εἶναι ἱκανοποιητικαί. Ἡ παραγωγὴ τοῦ τρέχοντος ἔτους ἀναμένεται ἀνωτέρα τῆς περυσινῆς. Τὰ προϊόντα φθάνουν εἰς τὴν ἀγορὰν τοῦ Μονάχου ἐντὸς 48 ὡρῶν. Ἀπεστάλησαν ἤδη ἄνω τῶν 300 τόνων. Οἱ παραγωγοὶ τῆς περιοχῆς ἀντιμετωπίζουν αὐξημένην ζήτησιν ἐκ μέρους τῶν ξένων ἀγορῶν. <box>408 35 595 187</box>
deh-announcement-2 <box>605 880 980 1015</box>
insurance-stocks-table <box>796 209 980 261</box>
port-title: Ο ΛΙΜΗΝ ΤΗΣ ΘΕΣΣΑΛΟΝΙΚΗΣ ΕΠΕΚΤΕΙΝΕΤΑΙ ΠΡΟΣ ΚΑΛΥΨΙΝ ΤΗΣ ΑΥΞΑΝΟΜΕΝΗΣ ΚΙΝΗΣΕΩΣ <box>35 38 371 101</box>
table-row: Ἀστὴρ Ἀσφάλεια 3.080 <box>796 208 980 219</box>
table-row: Βελιγράδιον 18.90 19.10 <box>605 597 789 608</box>
students-gifts-title: ΜΑΘΗΤΡΙΑΙ ΤΟΥ 18ΟΥ ΘΗΛΕΩΝ ΔΙΕΝΕΙΜΑΝ ΔΩΡΑ ΕΙΣ ΤΟΥΣ ΑΚΡΙΤΑΣ ΜΑΣ <box>991 343 1188 377</box>
siemens-ad <box>605 1119 980 1340</box>
institute-title: ΖΗΤΕΙΤΑΙ Η ΙΔΡΥΣΙΣ ΙΝΣΤΙΤΟΥΤΟΥ ΔΙΟΙΚΗΣΕΩΣ ΕΠΙΧΕΙΡΗΣΕΩΝ <box>999 150 1180 175</box>
column-rule <box>600 8 601 2316</box>
industrial-ad <box>8 874 398 987</box>
table-row: Λάρκο 1000 <box>796 581 980 592</box>
table-row: Γενικὴ 2.800 <box>796 118 980 129</box>
table-row: Φρανκφούρτη 10.71 10.82 <box>605 484 789 495</box>
column-3 <box>605 6 980 2318</box>
horis-big: ΧΩΡΙΣ... <box>1207 640 1374 690</box>
institute-article: Αἱ ἐπαγγελματικαὶ ὀργανώσεις τῆς Θεσσαλονίκης ζητοῦν τὴν ἵδρυσιν Ἰνστιτούτου Διοικήσεως Ἐπιχειρήσεων εἰς τὴν πόλιν μας. Τὸ Ἰνστιτοῦτον θὰ ἐκπαιδεύῃ στελέχη διὰ τὰς βιομηχανικὰς καὶ ἐμπορικὰς ἐπιχειρήσεις τῆς Βορείου Ἑλλάδος. Τὸ αἴτημα ὑπεβλήθη εἰς τὸ ἁρμόδιον ὑπουργεῖον. <box>990 177 1189 248</box>
table-row: Ἑλληνικὸν 610.00 <box>605 152 789 163</box>
literacy-article: ΑΘΗΝΑΙ, 21.— Αἱ διαστάσεις τοῦ ἀναλφαβητισμοῦ εἰς τὴν χώραν μας περιωρίσθησαν, μὲ τάσεις πλήρους ἐκμηδενίσεως εἰς τὰ χαμηλότερα κλιμάκια ἡλικιῶν. Ἐπίσης σημειώθηκε πρόοδος σχετικὰ μὲ τὴν ἐκπαίδευσιν τῶν ἐνηλίκων καθὼς καὶ τὴν ἀποφοίτησιν ἀπὸ τὰ δημοτικὰ σχολεῖα. Κατὰ τὴν ἀπογραφὴν τοῦ 1971, τὸ ποσοστὸν τῶν ἀναλφαβήτων ἀνῆλθεν εἰς 14,2% τοῦ συνολικοῦ πληθυσμοῦ ἡλικίας ἄνω τῶν 10 ἐτῶν, ἔναντι 19,6% τὸ 1961. Εἰς τὰς ἡλικίας 10—14 ἐτῶν τὸ ποσοστὸν εἶναι μόλις 1,8%, ἐνῷ εἰς τὰς μεγαλυτέρας ἡλικίας παραμένει ὑψηλότερον. Εἰς τὰς γυναῖκας τὸ ποσοστὸν ἀναλφαβητισμοῦ εἶναι σημαντικῶς μεγαλύτερον ἀπὸ τὸ ἀντίστοιχον τῶν ἀνδρῶν. Ἰον. Ἀπόλυτη καὶ σχετικὴ αὔξησις τῶν ἀποφοίτων τῶν δημοτικῶν σχολείων. Τὸ ποσοστὸν τῶν πτυχιούχων ἀνωτάτων σχολῶν ηὐξήθη ἀπὸ 2,1% τὸ 1961 εἰς 3,3% τὸ 1971. Τὰ στοιχεῖα αὐτὰ καταδεικνύουν τὴν σημαντικὴν πρόοδον τῆς ἐκπαιδεύσεως εἰς τὴν χώραν μας κατὰ τὴν τελευταίαν δεκαετίαν. <box>1199 51 1587 179</box>
drivers-sign: Ὁ Νομάρχης ΔΗΜ. ΧΑΤΖΗΑΝΑΝΟΥΛΑΣ <box>1005 624 1174 636</box>
sani-book: Κρατήσεις: <box>654 1074 723 1090</box>
table-row: Ἐθνικὴ Ἀσφ. 4.440 <box>796 219 980 230</box>
